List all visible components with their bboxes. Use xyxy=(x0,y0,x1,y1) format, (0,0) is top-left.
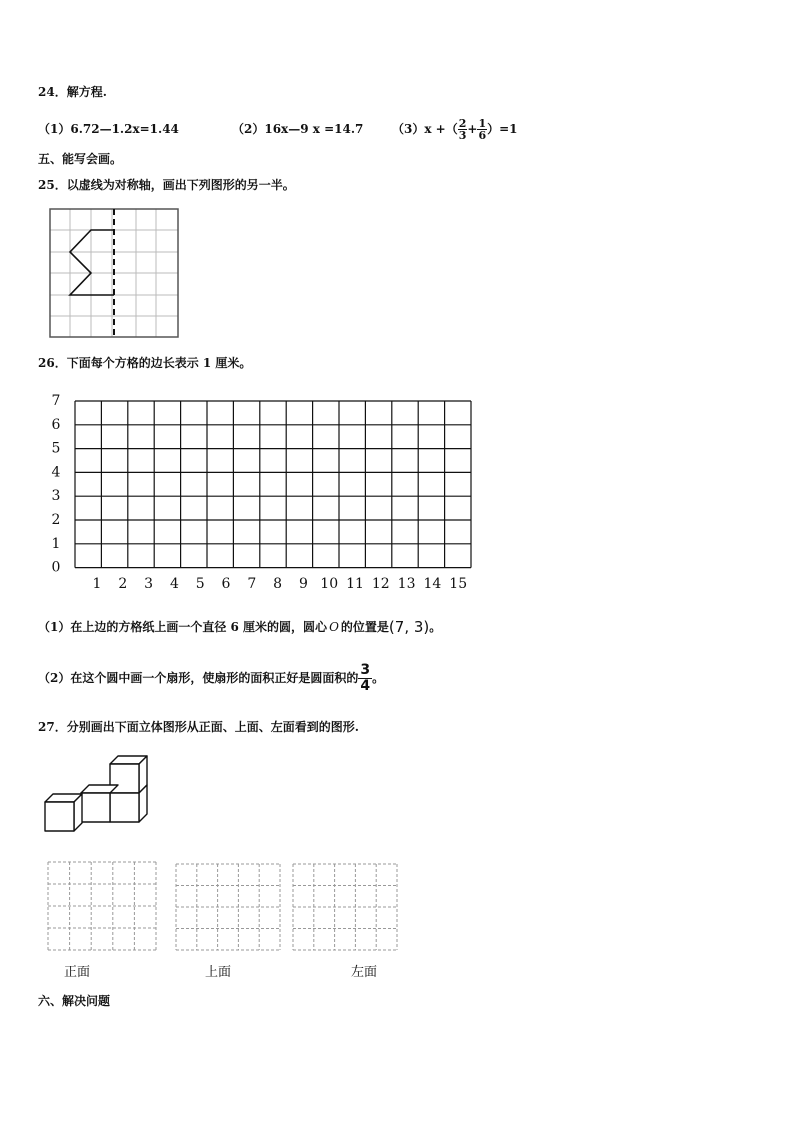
fraction-denominator: 4 xyxy=(360,677,371,694)
q27-cube-figure xyxy=(40,752,155,834)
q24-eq3-fraction-1 xyxy=(458,118,468,141)
y-axis-label: 1 xyxy=(51,535,61,552)
cube-front-face xyxy=(81,793,110,822)
x-axis-label: 2 xyxy=(118,576,128,592)
q24-eq3-prefix: （3）x +（ xyxy=(392,122,458,136)
fraction-denominator: 6 xyxy=(478,128,487,142)
q26-coordinate-grid xyxy=(40,390,490,595)
top-view-label: 上面 xyxy=(205,964,232,979)
q24-eq3-suffix: ）=1 xyxy=(487,122,518,136)
x-axis-label: 13 xyxy=(397,576,416,592)
x-axis-label: 10 xyxy=(320,576,339,592)
q24-eq3-fraction-2 xyxy=(477,118,487,141)
top-view-grid xyxy=(175,863,281,951)
q24-title: 24．解方程. xyxy=(38,85,107,99)
q26-sub2-text: （2）在这个圆中画一个扇形，使扇形的面积正好是圆面积的 xyxy=(38,671,359,685)
sector-fraction xyxy=(358,663,372,694)
q26-sub-2 xyxy=(38,660,384,696)
x-axis-label: 7 xyxy=(247,576,257,592)
q26-title: 26．下面每个方格的边长表示 1 厘米。 xyxy=(38,356,252,370)
q26-sub1-mid: 的位置是 xyxy=(340,620,389,634)
q26-sub-1 xyxy=(38,615,441,639)
q24-eq3-plus: + xyxy=(467,122,478,136)
y-axis-label: 0 xyxy=(51,559,61,576)
y-axis-labels xyxy=(52,393,61,576)
fraction-numerator: 3 xyxy=(360,661,371,678)
left-view-label: 左面 xyxy=(351,964,378,979)
q24-equation-1: （1）6.72—1.2x=1.44 xyxy=(38,122,179,136)
front-view-label: 正面 xyxy=(64,964,91,979)
q24-equation-2: （2）16x—9 x =14.7 xyxy=(232,122,364,136)
y-axis-label: 5 xyxy=(51,440,61,457)
center-coordinate: (7, 3) xyxy=(388,618,430,636)
fraction-denominator: 3 xyxy=(458,128,467,142)
y-axis-label: 7 xyxy=(51,393,61,409)
fraction-numerator: 2 xyxy=(458,116,467,130)
fraction-numerator: 1 xyxy=(478,116,487,130)
y-axis-label: 6 xyxy=(51,416,61,433)
x-axis-label: 15 xyxy=(449,576,468,592)
grid-lines xyxy=(75,401,471,568)
x-axis-label: 12 xyxy=(371,576,390,592)
section-5-heading: 五、能写会画。 xyxy=(38,152,123,166)
cube-front-face xyxy=(45,802,74,831)
q26-sub1-end: 。 xyxy=(429,620,442,634)
x-axis-label: 9 xyxy=(298,576,308,592)
x-axis-label: 3 xyxy=(144,576,154,592)
half-shape xyxy=(70,230,114,295)
x-axis-label: 14 xyxy=(423,576,442,592)
q25-title: 25．以虚线为对称轴，画出下列图形的另一半。 xyxy=(38,178,295,192)
x-axis-labels xyxy=(93,576,468,592)
q26-sub2-end: 。 xyxy=(372,671,385,685)
front-view-grid xyxy=(47,861,157,951)
section-6-heading: 六、解决问题 xyxy=(38,994,111,1008)
q26-sub1-text: （1）在上边的方格纸上画一个直径 6 厘米的圆，圆心 xyxy=(38,620,328,634)
y-axis-label: 3 xyxy=(51,488,61,505)
y-axis-label: 2 xyxy=(51,512,61,528)
left-view-grid xyxy=(292,863,398,951)
cube-front-face xyxy=(110,793,139,822)
x-axis-label: 4 xyxy=(169,576,179,592)
x-axis-label: 5 xyxy=(195,576,205,592)
y-axis-label: 4 xyxy=(51,464,61,481)
x-axis-label: 8 xyxy=(273,576,283,592)
center-variable: O xyxy=(329,620,339,634)
x-axis-label: 11 xyxy=(346,576,364,592)
q24-equation-3 xyxy=(392,113,518,145)
x-axis-label: 6 xyxy=(221,576,231,592)
q27-title: 27．分别画出下面立体图形从正面、上面、左面看到的图形. xyxy=(38,720,359,734)
x-axis-label: 1 xyxy=(92,576,102,592)
q25-symmetry-grid xyxy=(48,207,180,339)
